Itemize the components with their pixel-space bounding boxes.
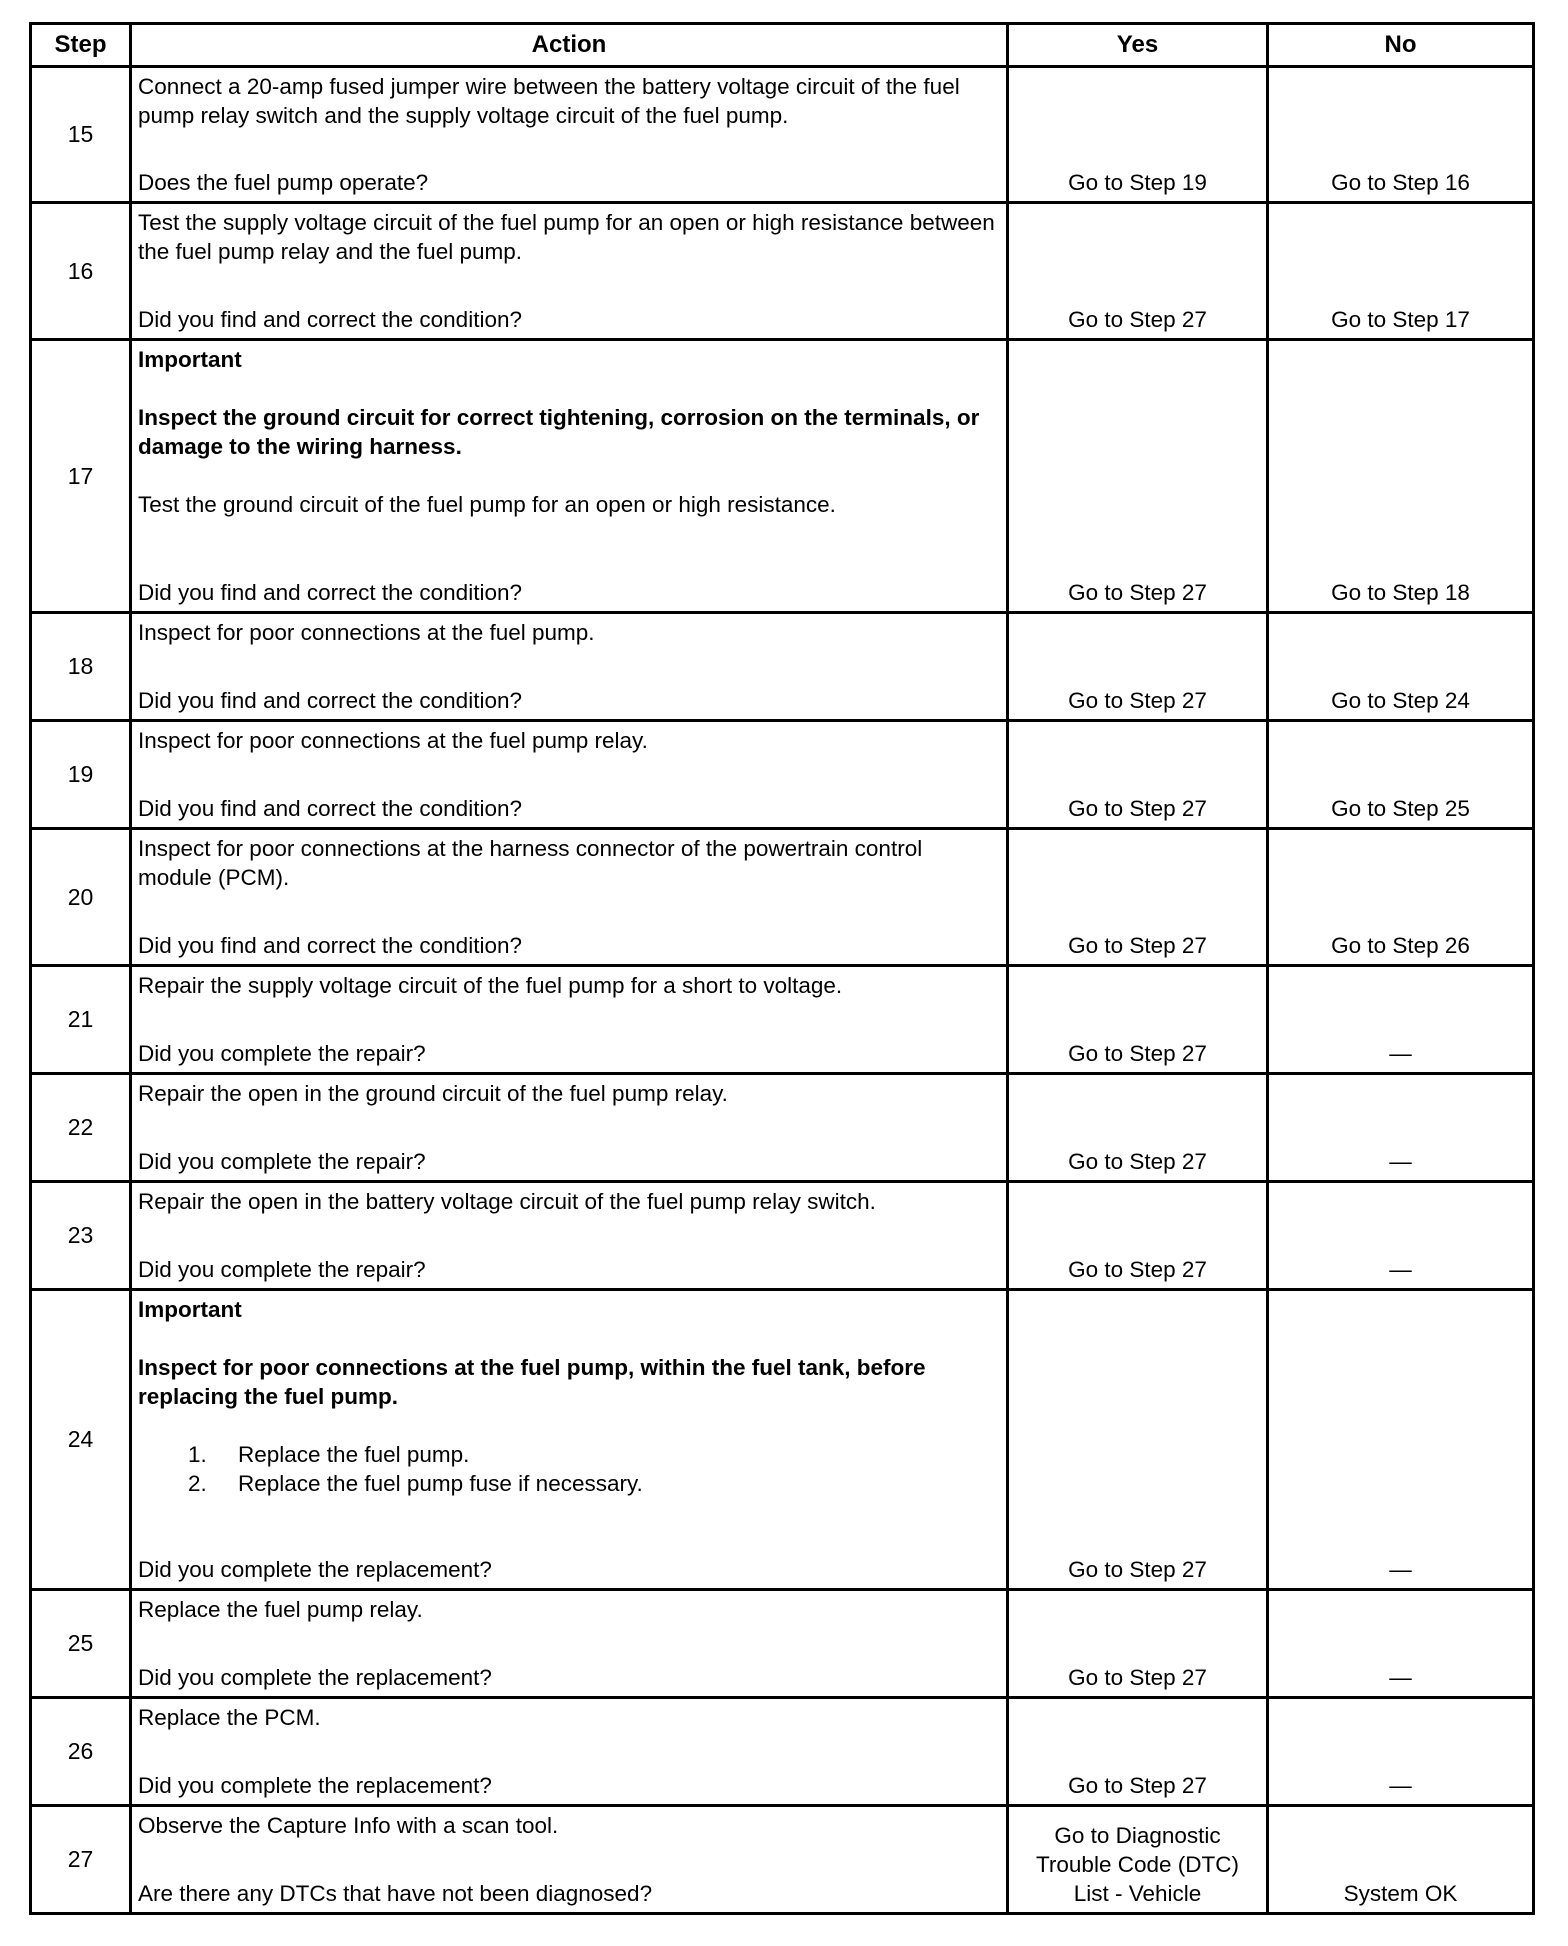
table-row	[31, 1182, 1534, 1290]
yes-result: Go to Step 27	[1008, 966, 1268, 1074]
action-cell	[131, 1806, 1008, 1914]
action-question: Did you find and correct the condition?	[138, 688, 522, 713]
table-row	[31, 1806, 1534, 1914]
yes-result: Go to Step 27	[1008, 203, 1268, 340]
step-number: 20	[31, 829, 131, 966]
action-question: Did you complete the repair?	[138, 1041, 426, 1066]
yes-result: Go to Step 27	[1008, 340, 1268, 613]
action-instruction: Observe the Capture Info with a scan tool.	[138, 1813, 559, 1838]
action-question: Does the fuel pump operate?	[138, 170, 429, 195]
step-number: 15	[31, 67, 131, 203]
action-question: Did you complete the replacement?	[138, 1773, 492, 1798]
action-cell	[131, 203, 1008, 340]
step-number: 19	[31, 721, 131, 829]
table-row	[31, 340, 1534, 613]
no-result: Go to Step 25	[1268, 721, 1534, 829]
no-result: Go to Step 17	[1268, 203, 1534, 340]
step-number: 22	[31, 1074, 131, 1182]
header-yes: Yes	[1008, 24, 1268, 67]
important-heading: Important	[138, 347, 242, 372]
step-number: 25	[31, 1590, 131, 1698]
action-cell	[131, 1590, 1008, 1698]
action-cell	[131, 1698, 1008, 1806]
table-row	[31, 67, 1534, 203]
table-body	[31, 67, 1534, 1914]
no-result: —	[1268, 1698, 1534, 1806]
header-action: Action	[131, 24, 1008, 67]
list-number: 2.	[188, 1471, 207, 1496]
header-row	[31, 24, 1534, 67]
no-result: —	[1268, 1074, 1534, 1182]
important-text: Inspect for poor connections at the fuel pump, within the fuel tank, before replacing the fuel pump.	[138, 1355, 926, 1409]
table-row	[31, 1590, 1534, 1698]
no-result: —	[1268, 1590, 1534, 1698]
list-text: Replace the fuel pump.	[238, 1442, 470, 1467]
yes-result: Go to Step 27	[1008, 829, 1268, 966]
yes-result: Go to Step 27	[1008, 721, 1268, 829]
action-instruction: Repair the supply voltage circuit of the fuel pump for a short to voltage.	[138, 973, 843, 998]
yes-result: Go to Step 27	[1008, 1698, 1268, 1806]
action-question: Did you find and correct the condition?	[138, 307, 522, 332]
header-step: Step	[31, 24, 131, 67]
action-cell	[131, 613, 1008, 721]
important-heading: Important	[138, 1297, 242, 1322]
no-result: Go to Step 26	[1268, 829, 1534, 966]
action-instruction: Test the ground circuit of the fuel pump for an open or high resistance.	[138, 492, 836, 517]
step-number: 24	[31, 1290, 131, 1590]
table-row	[31, 613, 1534, 721]
action-question: Did you complete the repair?	[138, 1149, 426, 1174]
no-result: —	[1268, 1290, 1534, 1590]
action-instruction: Repair the open in the ground circuit of the fuel pump relay.	[138, 1081, 728, 1106]
header-no: No	[1268, 24, 1534, 67]
action-question: Did you find and correct the condition?	[138, 580, 522, 605]
no-result: Go to Step 24	[1268, 613, 1534, 721]
list-text: Replace the fuel pump fuse if necessary.	[238, 1471, 643, 1496]
yes-result: Go to Step 27	[1008, 1182, 1268, 1290]
no-result: —	[1268, 966, 1534, 1074]
action-instruction: Replace the PCM.	[138, 1705, 321, 1730]
action-instruction: Inspect for poor connections at the fuel pump relay.	[138, 728, 648, 753]
step-number: 21	[31, 966, 131, 1074]
action-instruction: Repair the open in the battery voltage circuit of the fuel pump relay switch.	[138, 1189, 876, 1214]
table-row	[31, 829, 1534, 966]
action-instruction: Inspect for poor connections at the harness connector of the powertrain control module (PCM).	[138, 836, 923, 890]
table-row	[31, 721, 1534, 829]
table-row	[31, 203, 1534, 340]
action-cell	[131, 721, 1008, 829]
no-result: Go to Step 18	[1268, 340, 1534, 613]
step-number: 26	[31, 1698, 131, 1806]
step-number: 16	[31, 203, 131, 340]
action-instruction: Inspect for poor connections at the fuel pump.	[138, 620, 595, 645]
list-item	[188, 1469, 1002, 1498]
action-question: Did you find and correct the condition?	[138, 796, 522, 821]
table-row	[31, 1074, 1534, 1182]
action-steps-list	[138, 1440, 1002, 1498]
action-question: Did you complete the replacement?	[138, 1557, 492, 1582]
action-question: Did you complete the repair?	[138, 1257, 426, 1282]
step-number: 17	[31, 340, 131, 613]
yes-result: Go to Step 27	[1008, 1074, 1268, 1182]
important-text: Inspect the ground circuit for correct tightening, corrosion on the terminals, or damage to the wiring harness.	[138, 405, 980, 459]
action-cell	[131, 1290, 1008, 1590]
action-question: Did you complete the replacement?	[138, 1665, 492, 1690]
no-result: System OK	[1268, 1806, 1534, 1914]
action-cell	[131, 67, 1008, 203]
yes-result: Go to Step 27	[1008, 1290, 1268, 1590]
action-cell	[131, 966, 1008, 1074]
action-question: Did you find and correct the condition?	[138, 933, 522, 958]
action-cell	[131, 829, 1008, 966]
action-question: Are there any DTCs that have not been diagnosed?	[138, 1881, 653, 1906]
action-instruction: Connect a 20-amp fused jumper wire between the battery voltage circuit of the fuel pump relay switch and the supply voltage circuit of the fuel pump.	[138, 74, 960, 128]
step-number: 23	[31, 1182, 131, 1290]
table-row	[31, 966, 1534, 1074]
table-row	[31, 1290, 1534, 1590]
action-cell	[131, 1182, 1008, 1290]
yes-result: Go to Step 27	[1008, 613, 1268, 721]
list-item	[188, 1440, 1002, 1469]
step-number: 27	[31, 1806, 131, 1914]
diagnostic-table	[29, 22, 1535, 1915]
action-instruction: Replace the fuel pump relay.	[138, 1597, 423, 1622]
list-number: 1.	[188, 1442, 207, 1467]
yes-result: Go to Step 19	[1008, 67, 1268, 203]
table-row	[31, 1698, 1534, 1806]
no-result: Go to Step 16	[1268, 67, 1534, 203]
yes-result: Go to Step 27	[1008, 1590, 1268, 1698]
yes-result: Go to Diagnostic Trouble Code (DTC) List - Vehicle	[1008, 1806, 1268, 1914]
action-cell	[131, 340, 1008, 613]
step-number: 18	[31, 613, 131, 721]
action-cell	[131, 1074, 1008, 1182]
no-result: —	[1268, 1182, 1534, 1290]
action-instruction: Test the supply voltage circuit of the fuel pump for an open or high resistance between the fuel pump relay and the fuel pump.	[138, 210, 995, 264]
